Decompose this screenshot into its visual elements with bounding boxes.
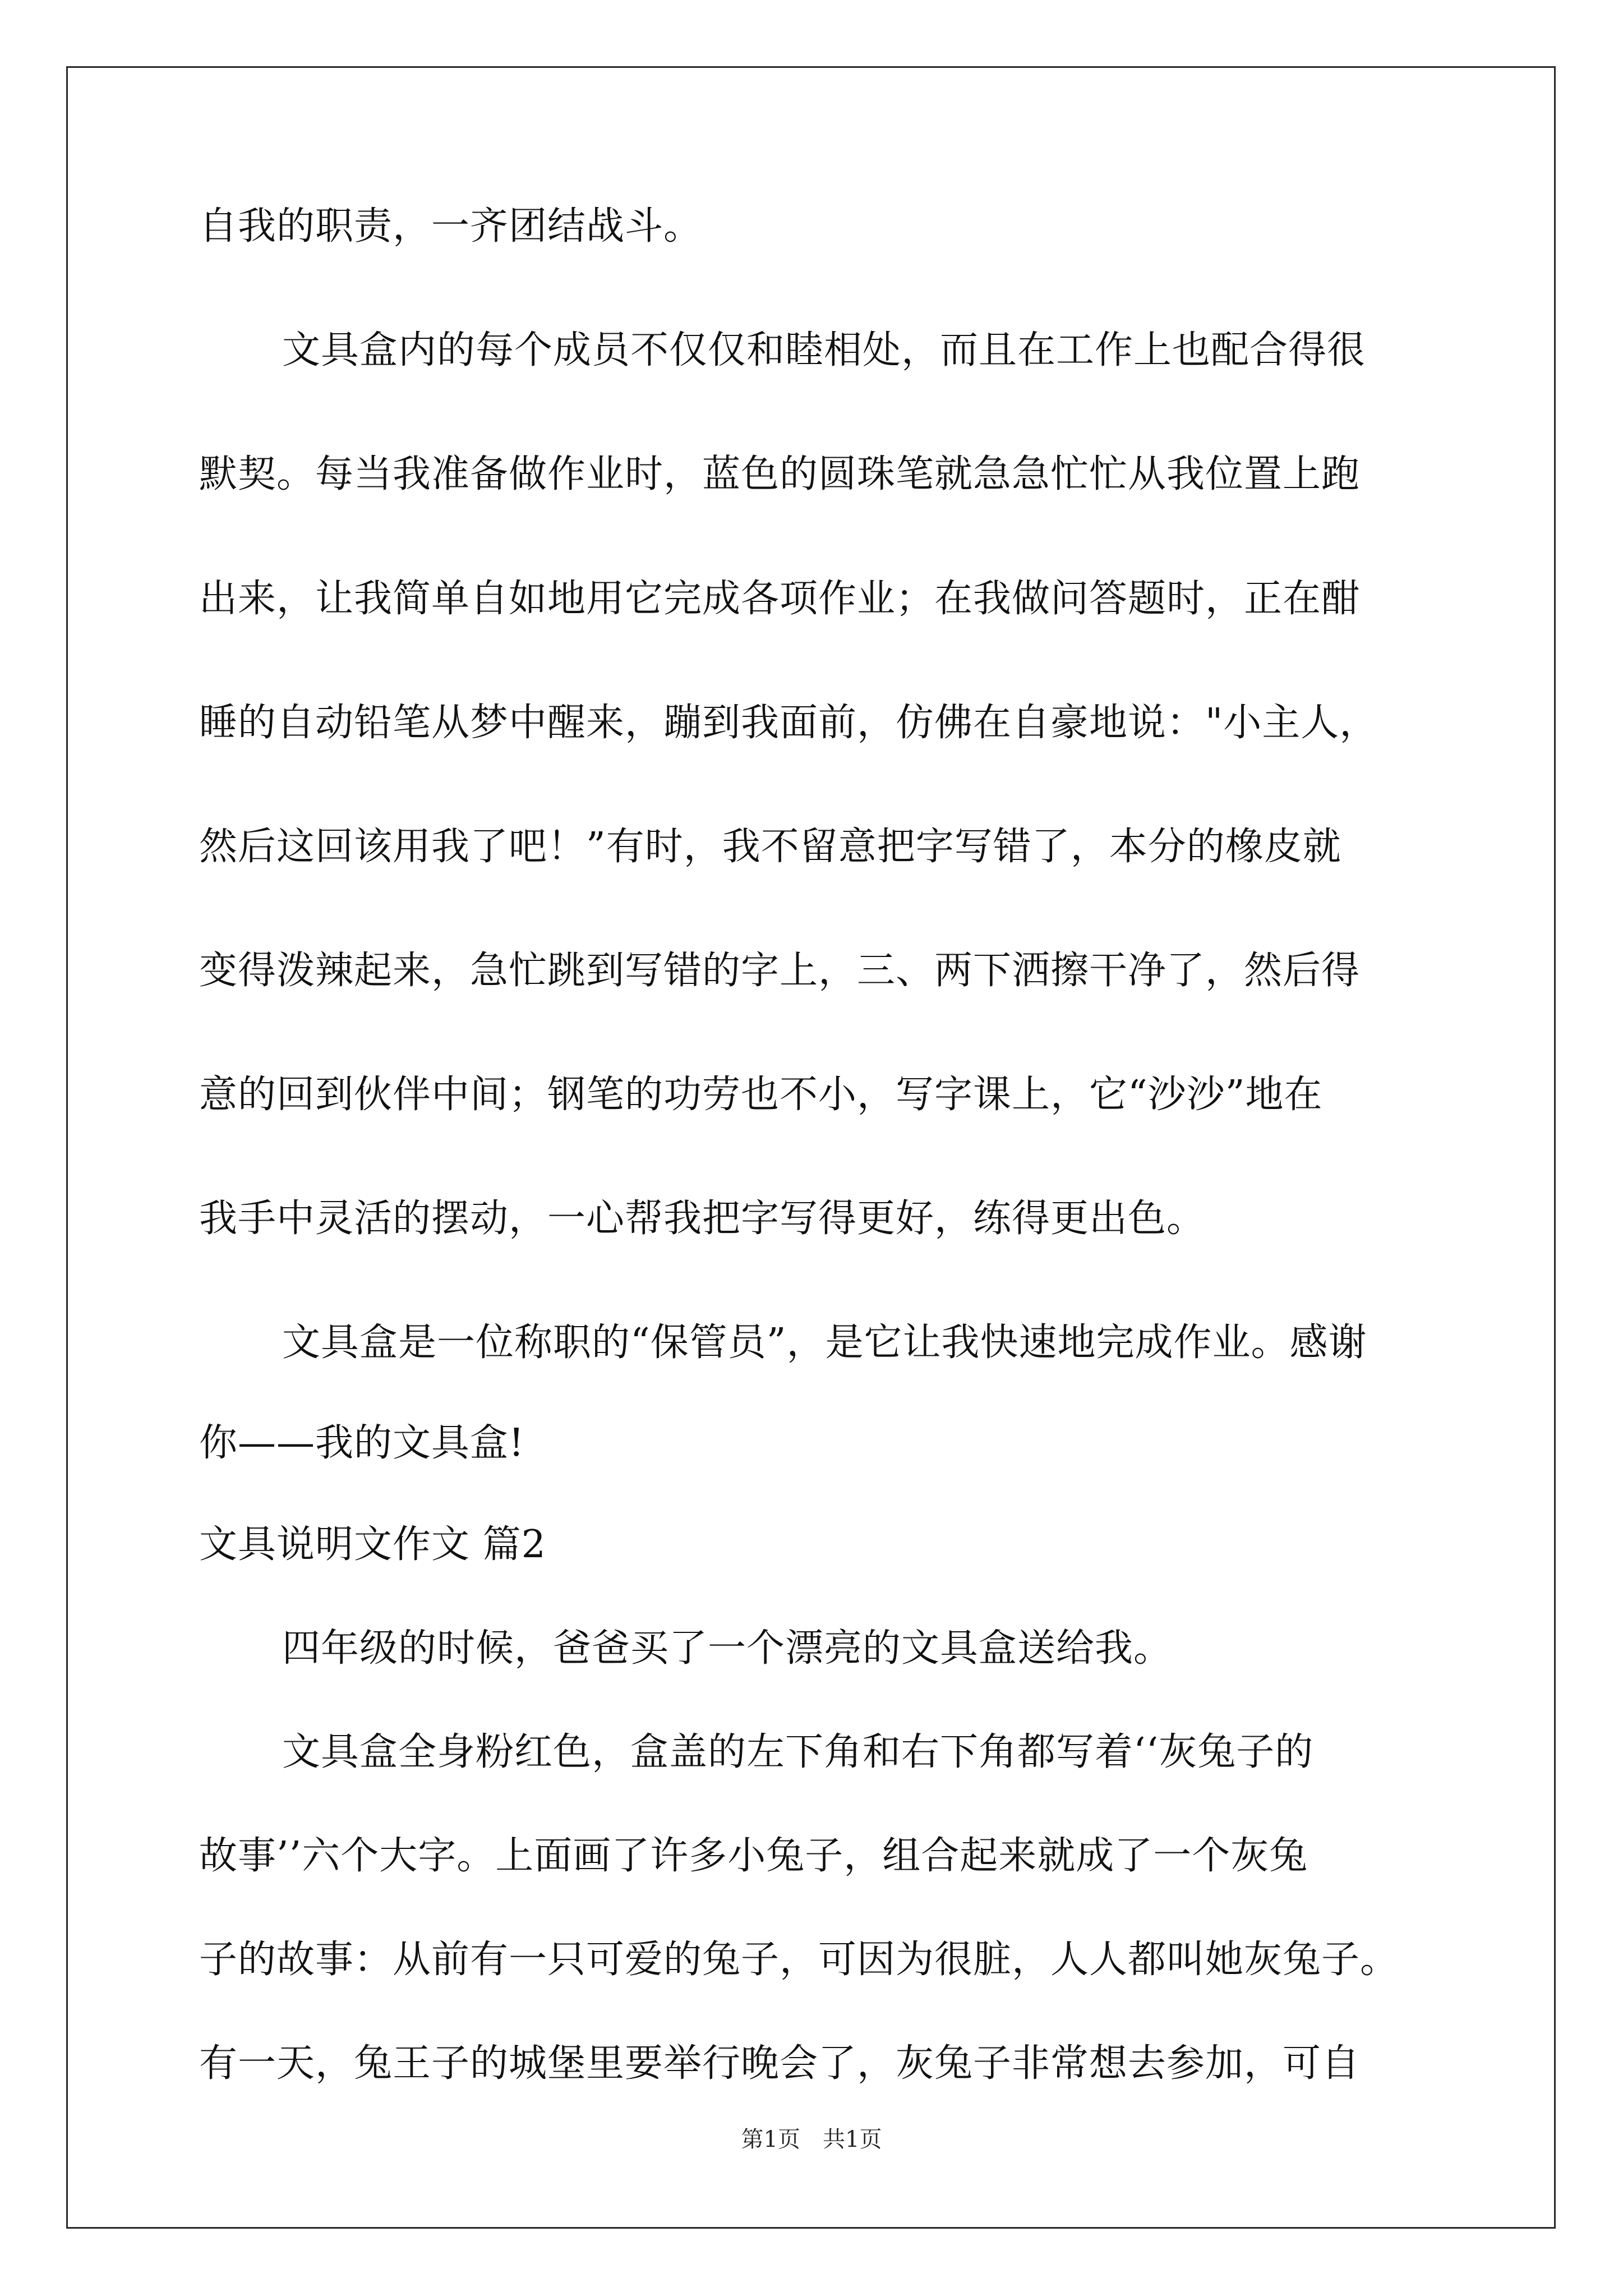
- text-line: 子的故事：从前有一只可爱的兔子，可因为很脏，人人都叫她灰兔子。: [199, 1938, 1399, 1982]
- text-line: 自我的职责，一齐团结战斗。: [199, 204, 703, 249]
- text-line: 有一天，兔王子的城堡里要举行晚会了，灰兔子非常想去参加，可自: [199, 2041, 1361, 2086]
- text-line: 变得泼辣起来，急忙跳到写错的字上，三、两下洒擦干净了，然后得: [199, 949, 1361, 993]
- text-line: 你——我的文具盒!: [199, 1421, 525, 1465]
- text-line: 出来，让我简单自如地用它完成各项作业；在我做问答题时，正在酣: [199, 577, 1361, 621]
- text-line: 我手中灵活的摆动，一心帮我把字写得更好，练得更出色。: [199, 1197, 1206, 1241]
- text-line: 默契。每当我准备做作业时，蓝色的圆珠笔就急急忙忙从我位置上跑: [199, 452, 1361, 496]
- paragraph-start-line: 四年级的时候，爸爸买了一个漂亮的文具盒送给我。: [282, 1626, 1173, 1671]
- page-number-footer: 第1页 共1页: [741, 2127, 882, 2152]
- text-line: 然后这回该用我了吧！”有时，我不留意把字写错了，本分的橡皮就: [199, 825, 1341, 869]
- page-border: [66, 66, 1556, 2229]
- text-line: 睡的自动铅笔从梦中醒来，蹦到我面前，仿佛在自豪地说："小主人，: [199, 701, 1378, 745]
- paragraph-start-line: 文具盒内的每个成员不仅仅和睦相处，而且在工作上也配合得很: [282, 328, 1366, 372]
- paragraph-start-line: 文具盒是一位称职的“保管员”，是它让我快速地完成作业。感谢: [282, 1320, 1367, 1365]
- text-line: 意的回到伙伴中间；钢笔的功劳也不小，写字课上，它“沙沙”地在: [199, 1073, 1323, 1117]
- text-line: 故事’’六个大字。上面画了许多小兔子，组合起来就成了一个灰兔: [199, 1834, 1308, 1878]
- paragraph-start-line: 文具盒全身粉红色，盒盖的左下角和右下角都写着‘‘灰兔子的: [282, 1730, 1314, 1774]
- section-heading: 文具说明文作文 篇2: [199, 1522, 546, 1567]
